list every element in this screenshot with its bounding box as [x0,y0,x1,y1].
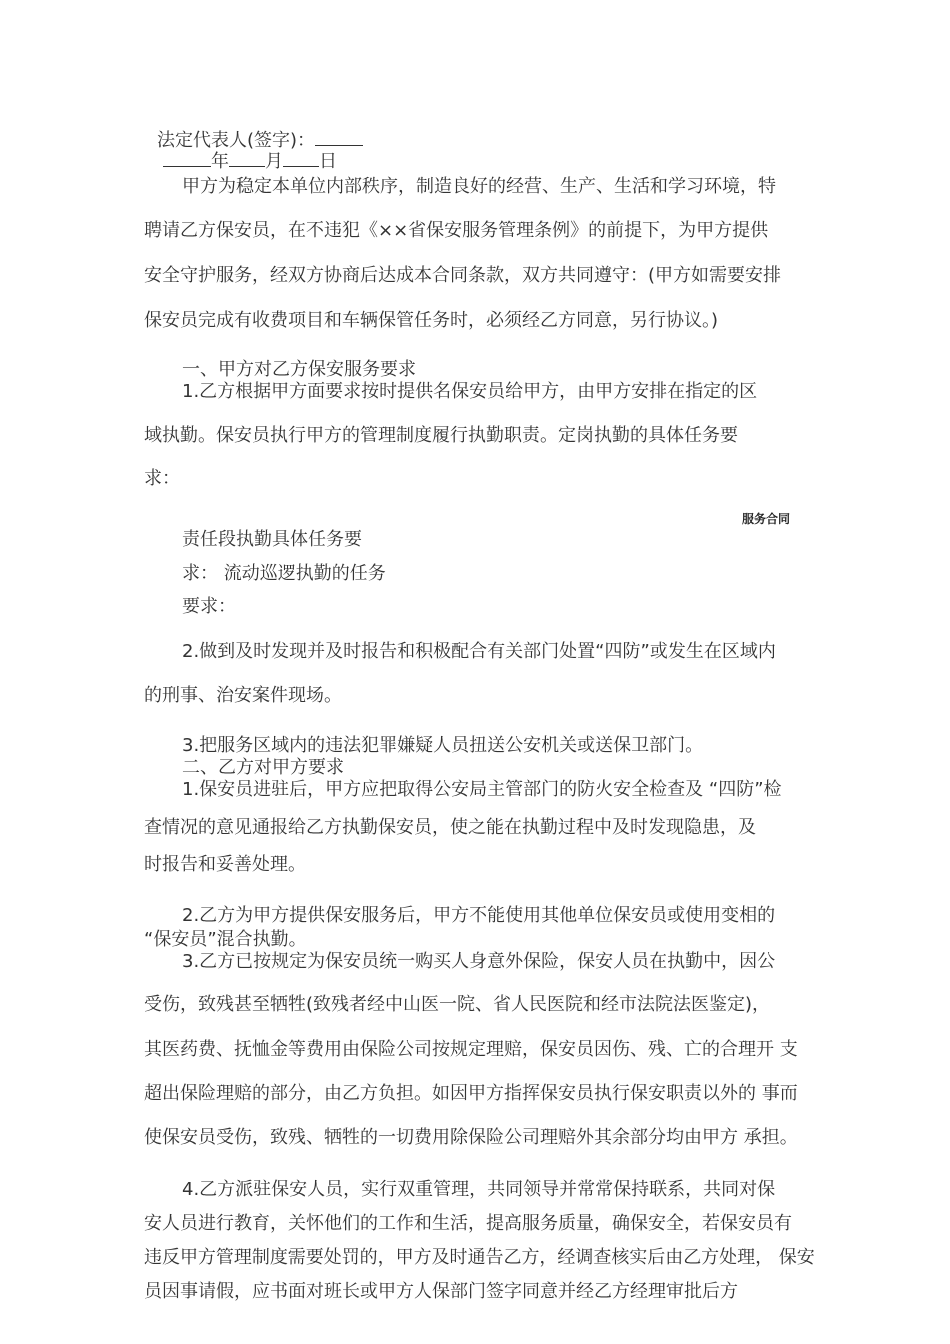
year-blank [163,148,211,167]
intro-line: 安全守护服务，经双方协商后达成本合同条款，双方共同遵守：(甲方如需要安排 [144,265,782,286]
signature-blank [315,127,363,146]
section2-item1-line: 1.保安员进驻后，甲方应把取得公安局主管部门的防火安全检查及 “四防”检 [182,779,782,800]
section2-item3-line: 受伤，致残甚至牺牲(致残者经中山医一院、省人民医院和经市法院法医鉴定)， [144,994,771,1015]
year-label: 年 [211,151,229,172]
task-line: 要求： [182,596,236,617]
section2-item4-line: 4.乙方派驻保安人员，实行双重管理，共同领导并常常保持联系，共同对保 [182,1179,776,1200]
section2-item3-line: 其医药费、抚恤金等费用由保险公司按规定理赔，保安员因伤、残、亡的合理开 支 [144,1039,798,1060]
section2-item2-line: 2.乙方为甲方提供保安服务后，甲方不能使用其他单位保安员或使用变相的 [182,905,776,926]
section1-item3: 3.把服务区域内的违法犯罪嫌疑人员扭送公安机关或送保卫部门。 [182,735,704,756]
task-line: 求： 流动巡逻执勤的任务 [182,563,386,584]
section2-item4-line: 员因事请假，应书面对班长或甲方人保部门签字同意并经乙方经理审批后方 [144,1281,738,1302]
section2-item3-line: 3.乙方已按规定为保安员统一购买人身意外保险，保安人员在执勤中，因公 [182,951,776,972]
intro-line: 聘请乙方保安员，在不违犯《××省保安服务管理条例》的前提下，为甲方提供 [144,220,769,241]
month-label: 月 [265,151,283,172]
day-blank [283,148,319,167]
section2-item4-line: 违反甲方管理制度需要处罚的，甲方及时通告乙方，经调查核实后由乙方处理， 保安 [144,1247,815,1268]
section2-item4-line: 安人员进行教育，关怀他们的工作和生活，提高服务质量，确保安全，若保安员有 [144,1213,792,1234]
month-blank [229,148,265,167]
section2-heading: 二、乙方对甲方要求 [182,757,344,778]
section1-item1-line: 域执勤。保安员执行甲方的管理制度履行执勤职责。定岗执勤的具体任务要 [144,425,738,446]
signature-date [163,148,337,174]
signature-label: 法定代表人(签字)： [157,130,316,151]
section1-item2-line: 2.做到及时发现并及时报告和积极配合有关部门处置“四防”或发生在区域内 [182,641,776,662]
header-tag: 服务合同 [742,512,791,526]
section2-item3-line: 超出保险理赔的部分，由乙方负担。如因甲方指挥保安员执行保安职责以外的 事而 [144,1083,798,1104]
intro-line: 保安员完成有收费项目和车辆保管任务时，必须经乙方同意，另行协议。) [144,310,719,331]
intro-line: 甲方为稳定本单位内部秩序，制造良好的经营、生产、生活和学习环境，特 [182,176,776,197]
section2-item1-line: 时报告和妥善处理。 [144,854,306,875]
section1-item2-line: 的刑事、治安案件现场。 [144,685,342,706]
section1-item1-line: 求： [144,468,180,489]
task-line: 责任段执勤具体任务要 [182,529,362,550]
section2-item3-line: 使保安员受伤，致残、牺牲的一切费用除保险公司理赔外其余部分均由甲方 承担。 [144,1127,798,1148]
section1-heading: 一、甲方对乙方保安服务要求 [182,359,416,380]
section1-item1-line: 1.乙方根据甲方面要求按时提供名保安员给甲方，由甲方安排在指定的区 [182,381,758,402]
section2-item2-line: “保安员”混合执勤。 [144,929,307,950]
section2-item1-line: 查情况的意见通报给乙方执勤保安员，使之能在执勤过程中及时发现隐患，及 [144,817,756,838]
day-label: 日 [319,151,337,172]
